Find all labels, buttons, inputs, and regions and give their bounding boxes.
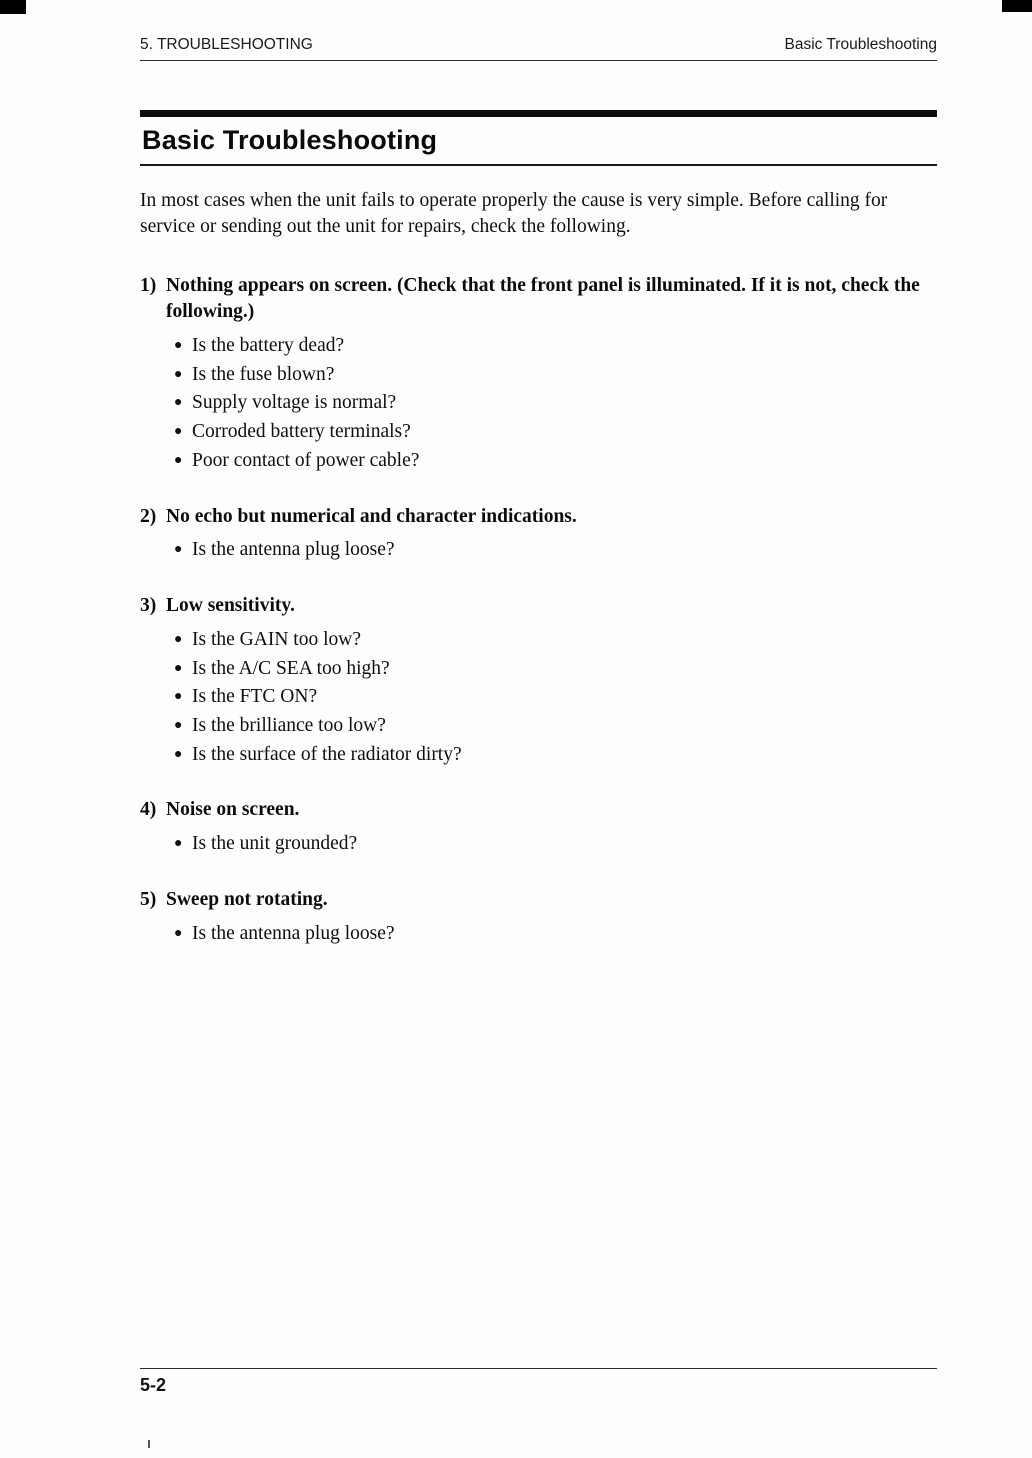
intro-paragraph: In most cases when the unit fails to operate properly the cause is very simple. Before calling for service or sending out the unit for repairs, check the following. (140, 190, 888, 237)
scan-artifact-top-left (0, 0, 26, 14)
page-content (140, 188, 937, 976)
section-number: 1) (140, 275, 157, 297)
bullet-item (174, 921, 937, 947)
bullet-icon: ● (174, 836, 183, 852)
bullet-text: Is the A/C SEA too high? (192, 657, 390, 679)
bullet-item (174, 656, 937, 682)
section-heading (140, 593, 937, 619)
troubleshooting-section (140, 887, 937, 946)
bullet-list (174, 921, 937, 947)
bullet-icon: ● (174, 542, 183, 558)
bullet-icon: ● (174, 337, 183, 353)
page-title: Basic Troubleshooting (142, 125, 438, 155)
bullet-icon: ● (174, 395, 183, 411)
bullet-item (174, 390, 937, 416)
bullet-item (174, 684, 937, 710)
section-heading-text: Low sensitivity. (166, 595, 295, 617)
bullet-text: Is the surface of the radiator dirty? (192, 743, 462, 765)
scan-artifact-top-right (1002, 0, 1032, 12)
bullet-item (174, 448, 937, 474)
section-number: 2) (140, 505, 157, 527)
section-heading-text: Nothing appears on screen. (Check that the front panel is illuminated. If it is not, check the following.) (166, 275, 920, 323)
bullet-item (174, 831, 937, 857)
bullet-icon: ● (174, 925, 183, 941)
troubleshooting-section (140, 504, 937, 563)
page-footer (140, 1368, 937, 1396)
page-number: 5-2 (140, 1375, 167, 1395)
running-header-chapter: 5. TROUBLESHOOTING (140, 36, 313, 53)
bullet-text: Is the battery dead? (192, 334, 345, 356)
bullet-list (174, 333, 937, 474)
bullet-list (174, 831, 937, 857)
bullet-item (174, 362, 937, 388)
bullet-text: Is the antenna plug loose? (192, 539, 395, 561)
scan-artifact-bottom-left (148, 1440, 150, 1448)
bullet-text: Supply voltage is normal? (192, 392, 397, 414)
bullet-item (174, 419, 937, 445)
sections-container (140, 273, 937, 946)
bullet-item (174, 537, 937, 563)
section-number: 4) (140, 799, 157, 821)
bullet-text: Is the brilliance too low? (192, 715, 386, 737)
bullet-text: Is the FTC ON? (192, 686, 318, 708)
section-heading (140, 273, 937, 324)
bullet-icon: ● (174, 718, 183, 734)
bullet-text: Poor contact of power cable? (192, 449, 420, 471)
title-rule-top (140, 110, 937, 117)
bullet-icon: ● (174, 631, 183, 647)
bullet-item (174, 713, 937, 739)
title-rule-bottom (140, 164, 937, 166)
bullet-icon: ● (174, 660, 183, 676)
bullet-item (174, 742, 937, 768)
section-heading-text: Sweep not rotating. (166, 888, 328, 910)
bullet-icon: ● (174, 424, 183, 440)
troubleshooting-section (140, 593, 937, 767)
bullet-text: Is the GAIN too low? (192, 628, 361, 650)
bullet-item (174, 627, 937, 653)
bullet-item (174, 333, 937, 359)
bullet-text: Corroded battery terminals? (192, 421, 411, 443)
bullet-icon: ● (174, 366, 183, 382)
section-heading-text: Noise on screen. (166, 799, 300, 821)
bullet-icon: ● (174, 689, 183, 705)
bullet-list (174, 627, 937, 768)
title-block (140, 110, 937, 166)
running-header-section: Basic Troubleshooting (784, 36, 937, 53)
section-number: 3) (140, 595, 157, 617)
bullet-icon: ● (174, 452, 183, 468)
bullet-list (174, 537, 937, 563)
section-number: 5) (140, 888, 157, 910)
section-heading (140, 797, 937, 823)
section-heading (140, 887, 937, 913)
running-header (140, 36, 937, 61)
bullet-icon: ● (174, 746, 183, 762)
troubleshooting-section (140, 797, 937, 856)
section-heading-text: No echo but numerical and character indications. (166, 505, 577, 527)
troubleshooting-section (140, 273, 937, 473)
bullet-text: Is the antenna plug loose? (192, 922, 395, 944)
bullet-text: Is the unit grounded? (192, 833, 358, 855)
bullet-text: Is the fuse blown? (192, 363, 335, 385)
section-heading (140, 504, 937, 530)
